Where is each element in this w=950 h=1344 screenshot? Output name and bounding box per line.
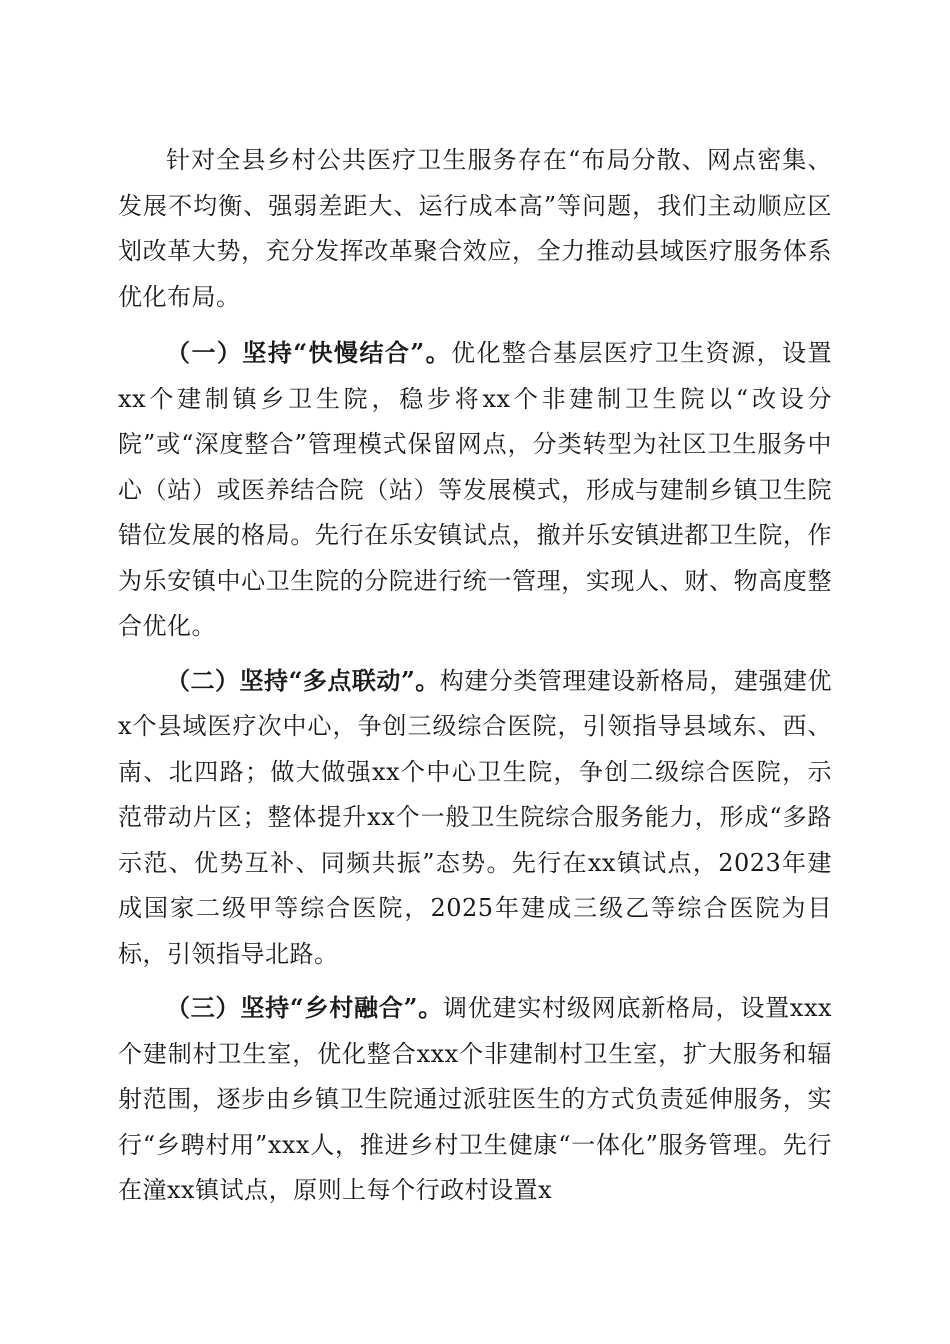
section-1-paragraph: [118, 330, 832, 650]
section-3-paragraph: [118, 985, 832, 1214]
section-3-body: 调优建实村级网底新格局，设置xxx个建制村卫生室，优化整合xxx个非建制村卫生室，扩大服务和辐射范围，逐步由乡镇卫生院通过派驻医生的方式负责延伸服务，实行“乡聘村用”xxx人，推进乡村卫生健康“一体化”服务管理。先行在潼xx镇试点，原则上每个行政村设置x: [118, 994, 833, 1204]
section-2-paragraph: [118, 658, 832, 978]
intro-paragraph: 针对全县乡村公共医疗卫生服务存在“布局分散、网点密集、发展不均衡、强弱差距大、运行成本高”等问题，我们主动顺应区划改革大势，充分发挥改革聚合效应，全力推动县域医疗服务体系优化布局。: [118, 146, 832, 311]
section-1-body: 优化整合基层医疗卫生资源，设置xx个建制镇乡卫生院，稳步将xx个非建制卫生院以“改设分院”或“深度整合”管理模式保留网点，分类转型为社区卫生服务中心（站）或医养结合院（站）等发展模式，形成与建制乡镇卫生院错位发展的格局。先行在乐安镇试点，撤并乐安镇进都卫生院，作为乐安镇中心卫生院的分院进行统一管理，实现人、财、物高度整合优化。: [118, 339, 833, 640]
section-1-heading: （一）坚持“快慢结合”。: [166, 338, 452, 367]
section-3-heading: （三）坚持“乡村融合”。: [166, 993, 443, 1022]
section-2-body: 构建分类管理建设新格局，建强建优x个县域医疗次中心，争创三级综合医院，引领指导县域东、西、南、北四路；做大做强xx个中心卫生院，争创二级综合医院，示范带动片区；整体提升xx个一般卫生院综合服务能力，形成“多路示范、优势互补、同频共振”态势。先行在xx镇试点，2023年建成国家二级甲等综合医院，2025年建成三级乙等综合医院为目标，引领指导北路。: [118, 666, 833, 968]
document-body: [118, 138, 832, 1222]
section-2-heading: （二）坚持“多点联动”。: [166, 665, 440, 695]
